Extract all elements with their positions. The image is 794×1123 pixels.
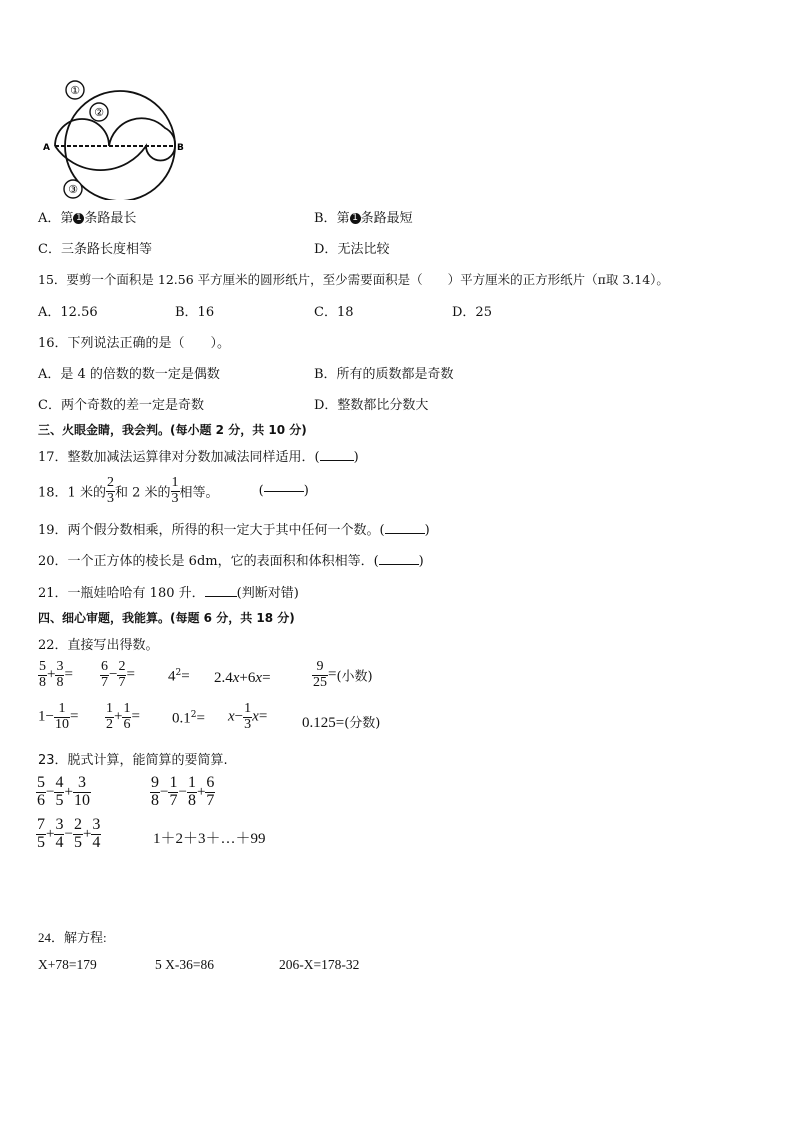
q16-stem: 16．下列说法正确的是（ ）。 (38, 336, 231, 351)
q17: 17．整数加减法运算律对分数加减法同样适用．( ) (38, 450, 359, 465)
answer-blank[interactable] (379, 564, 419, 565)
q19: 19．两个假分数相乘，所得的积一定大于其中任何一个数。( ) (38, 523, 430, 538)
q22-r2-a: 1− $\frac{1}{10}$ = (38, 701, 79, 732)
label-b: B (177, 143, 184, 153)
q14-option-d: D．无法比较 (314, 242, 390, 257)
label-path-3: ③ (68, 183, 78, 196)
q22-r1-a: $\frac{5}{8}$ + $\frac{3}{8}$ = (39, 659, 73, 690)
q23-stem: 23．脱式计算，能简算的要简算. (38, 753, 228, 768)
label-a: A (43, 143, 50, 153)
answer-blank[interactable] (264, 491, 304, 492)
q22-r1-d: 2.4x+6x= (214, 670, 271, 686)
q22-r1-e: $\frac{9}{25}$ =(小数) (313, 659, 373, 690)
q16-option-d: D．整数都比分数大 (314, 398, 429, 413)
q22-r1-c: $4^2=$ (168, 668, 190, 685)
q15-option-b: B．16 (175, 305, 215, 320)
q23-expr-2: $\frac{9}{8}$ − $\frac{1}{7}$ − $\frac{1}{8}$ + $\frac{6}{7}$ (151, 774, 215, 809)
path-2-arcs (55, 118, 175, 146)
q15-stem: 15．要剪一个面积是 12.56 平方厘米的圆形纸片，至少需要面积是（ ）平方厘米的正方形纸片（π取 3.14）。 (38, 272, 669, 287)
q15-option-c: C．18 (314, 305, 354, 320)
q22-r2-e: 0.125=(分数) (302, 715, 381, 731)
fraction: $\frac{2}{3}$ (106, 475, 114, 506)
q14-option-b: B．第 1 条路最短 (314, 211, 413, 226)
q23-expr-4: 1＋2＋3＋…＋99 (153, 831, 266, 847)
answer-blank[interactable] (320, 460, 354, 461)
q14-option-c: C．三条路长度相等 (38, 242, 152, 257)
q18: 18．1 米的 $\frac{2}{3}$ 和 2 米的 $\frac{1}{3}$ 相等。 ( ) (38, 475, 309, 506)
q23-expr-3: $\frac{7}{5}$ + $\frac{3}{4}$ − $\frac{2}{5}$ + $\frac{3}{4}$ (37, 816, 101, 851)
answer-blank[interactable] (205, 596, 237, 597)
q22-r2-c: $0.1^2=$ (172, 710, 205, 727)
q21: 21．一瓶娃哈哈有 180 升． (判断对错) (38, 586, 299, 601)
path-3-arcs (55, 146, 175, 170)
q22-stem: 22．直接写出得数。 (38, 638, 159, 653)
circled-number-icon: 1 (73, 213, 84, 224)
q16-option-a: A．是 4 的倍数的数一定是偶数 (38, 367, 220, 382)
fraction: $\frac{1}{3}$ (171, 475, 179, 506)
q22-r2-b: $\frac{1}{2}$ + $\frac{1}{6}$ = (106, 701, 140, 732)
q22-r1-b: $\frac{6}{7}$ − $\frac{2}{7}$ = (101, 659, 135, 690)
circled-number-icon: 1 (350, 213, 361, 224)
paths-figure (40, 78, 190, 200)
q24-eq-1: X+78=179 (38, 957, 97, 972)
q24-stem: 24．解方程: (38, 930, 107, 945)
q22-r2-d: x− $\frac{1}{3}$ x= (228, 701, 268, 732)
answer-blank[interactable] (385, 533, 425, 534)
q24-eq-2: 5 X-36=86 (155, 957, 214, 972)
q16-option-b: B．所有的质数都是奇数 (314, 367, 454, 382)
label-path-1: ① (70, 84, 80, 97)
q15-option-a: A．12.56 (38, 305, 98, 320)
q15-option-d: D．25 (452, 305, 492, 320)
q23-expr-1: $\frac{5}{6}$ − $\frac{4}{5}$ + $\frac{3}{10}$ (37, 774, 90, 809)
label-path-2: ② (94, 106, 104, 119)
q14-option-a: A．第 1 条路最长 (38, 211, 137, 226)
q16-option-c: C．两个奇数的差一定是奇数 (38, 398, 204, 413)
section-3-title: 三、火眼金睛，我会判。(每小题 2 分，共 10 分) (38, 423, 307, 437)
q20: 20．一个正方体的棱长是 6dm，它的表面积和体积相等．( ) (38, 554, 424, 569)
q24-eq-3: 206-X=178-32 (279, 957, 360, 972)
section-4-title: 四、细心审题，我能算。(每题 6 分，共 18 分) (38, 611, 295, 625)
